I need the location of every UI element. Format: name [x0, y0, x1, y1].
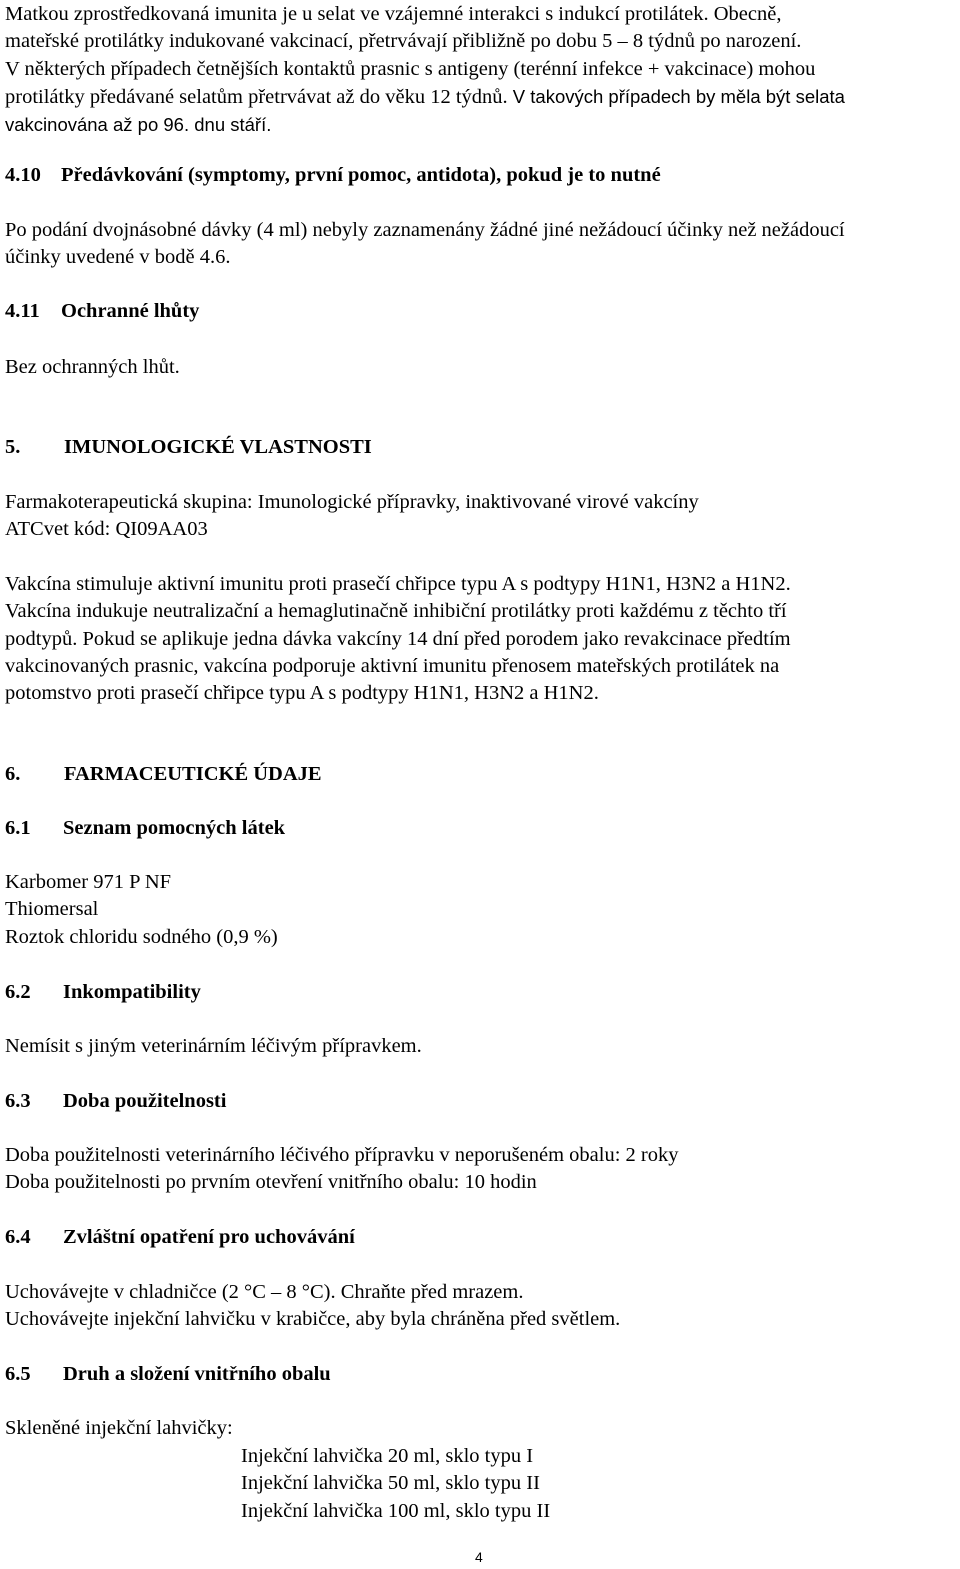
list-item: Karbomer 971 P NF	[5, 871, 172, 893]
section-title: Předávkování (symptomy, první pomoc, antidota), pokud je to nutné	[61, 164, 661, 186]
list-item: Injekční lahvička 20 ml, sklo typu I	[241, 1445, 534, 1467]
intro-line: mateřské protilátky indukované vakcinací, přetrvávají přibližně po dobu 5 – 8 týdnů po narození.	[5, 30, 802, 53]
paragraph-line: podtypů. Pokud se aplikuje jedna dávka vakcíny 14 dní před porodem jako revakcinace předtím	[5, 627, 791, 650]
overdose-paragraph	[5, 217, 845, 272]
list-item: Injekční lahvička 100 ml, sklo typu II	[241, 1499, 551, 1522]
atc-code: ATCvet kód: QI09AA03	[5, 518, 208, 541]
immunology-paragraph	[5, 571, 791, 707]
section-number: 4.11	[5, 300, 40, 322]
section-number: 6.3	[5, 1090, 31, 1112]
paragraph-line: Vakcína indukuje neutralizační a hemaglutinačně inhibiční protilátky proti každému z těchto tří	[5, 600, 787, 623]
section-number: 4.10	[5, 164, 41, 186]
list-item: Injekční lahvička 50 ml, sklo typu II	[241, 1472, 540, 1495]
section-title: Ochranné lhůty	[61, 300, 200, 322]
excipients-list	[5, 869, 278, 951]
intro-line: V některých případech četnějších kontaktů prasnic s antigeny (terénní infekce + vakcinace) mohou	[5, 57, 816, 80]
section-title: Doba použitelnosti	[63, 1090, 227, 1112]
paragraph-line: Vakcína stimuluje aktivní imunitu proti prasečí chřipce typu A s podtypy H1N1, H3N2 a H1N2.	[5, 573, 791, 595]
section-title: Druh a složení vnitřního obalu	[63, 1363, 331, 1385]
paragraph-line: Doba použitelnosti po prvním otevření vnitřního obalu: 10 hodin	[5, 1171, 537, 1194]
paragraph-line: vakcinovaných prasnic, vakcína podporuje aktivní imunitu přenosem mateřských protilátek na	[5, 654, 780, 677]
section-number: 6.2	[5, 981, 31, 1003]
section-heading-6	[5, 761, 322, 788]
section-heading-6-2	[5, 979, 201, 1006]
page-number: 4	[475, 1549, 483, 1565]
paragraph-line: Doba použitelnosti veterinárního léčivého přípravku v neporušeném obalu: 2 roky	[5, 1144, 679, 1166]
incompatibilities-text: Nemísit s jiným veterinárním léčivým přípravkem.	[5, 1035, 422, 1057]
paragraph-line: účinky uvedené v bodě 4.6.	[5, 246, 231, 269]
intro-line-sans-part: V takových případech by měla být selata	[512, 85, 845, 107]
section-title: Zvláštní opatření pro uchovávání	[63, 1226, 355, 1248]
storage-block	[5, 1279, 620, 1334]
section-heading-6-1	[5, 815, 285, 842]
paragraph-line: Po podání dvojnásobné dávky (4 ml) nebyly zaznamenány žádné jiné nežádoucí účinky než nežádoucí	[5, 219, 845, 241]
intro-line-sans: vakcinována až po 96. dnu stáří.	[5, 114, 272, 136]
section-number: 6.	[5, 763, 21, 785]
section-heading-5	[5, 434, 372, 461]
withdrawal-text: Bez ochranných lhůt.	[5, 356, 180, 378]
section-number: 6.5	[5, 1363, 31, 1385]
section-number: 5.	[5, 436, 21, 458]
section-heading-6-5	[5, 1361, 331, 1388]
container-list	[241, 1443, 550, 1525]
section-title: FARMACEUTICKÉ ÚDAJE	[64, 763, 322, 785]
paragraph-line: potomstvo proti prasečí chřipce typu A s podtypy H1N1, H3N2 a H1N2.	[5, 682, 599, 705]
shelf-life-block	[5, 1142, 678, 1197]
list-item: Roztok chloridu sodného (0,9 %)	[5, 925, 278, 948]
section-heading-6-3	[5, 1088, 226, 1115]
pharmacotherapeutic-group: Farmakoterapeutická skupina: Imunologické přípravky, inaktivované virové vakcíny	[5, 491, 699, 513]
intro-paragraph	[5, 1, 845, 138]
pharmacotherapeutic-block	[5, 489, 699, 544]
section-title: IMUNOLOGICKÉ VLASTNOSTI	[64, 436, 372, 458]
container-intro: Skleněné injekční lahvičky:	[5, 1417, 233, 1439]
section-number: 6.1	[5, 817, 31, 839]
section-heading-4-10	[5, 162, 661, 189]
intro-line-serif-part: protilátky předávané selatům přetrvávat až do věku 12 týdnů.	[5, 85, 508, 108]
section-number: 6.4	[5, 1226, 31, 1248]
section-heading-6-4	[5, 1224, 355, 1251]
paragraph-line: Uchovávejte injekční lahvičku v krabičce, aby byla chráněna před světlem.	[5, 1308, 621, 1331]
intro-line-mixed	[5, 83, 845, 111]
intro-line: Matkou zprostředkovaná imunita je u selat ve vzájemné interakci s indukcí protilátek. Obecně,	[5, 3, 782, 25]
section-title: Inkompatibility	[63, 981, 201, 1003]
paragraph-line: Uchovávejte v chladničce (2 °C – 8 °C). Chraňte před mrazem.	[5, 1281, 524, 1303]
list-item: Thiomersal	[5, 898, 99, 921]
section-heading-4-11	[5, 298, 199, 325]
section-title: Seznam pomocných látek	[63, 817, 286, 839]
